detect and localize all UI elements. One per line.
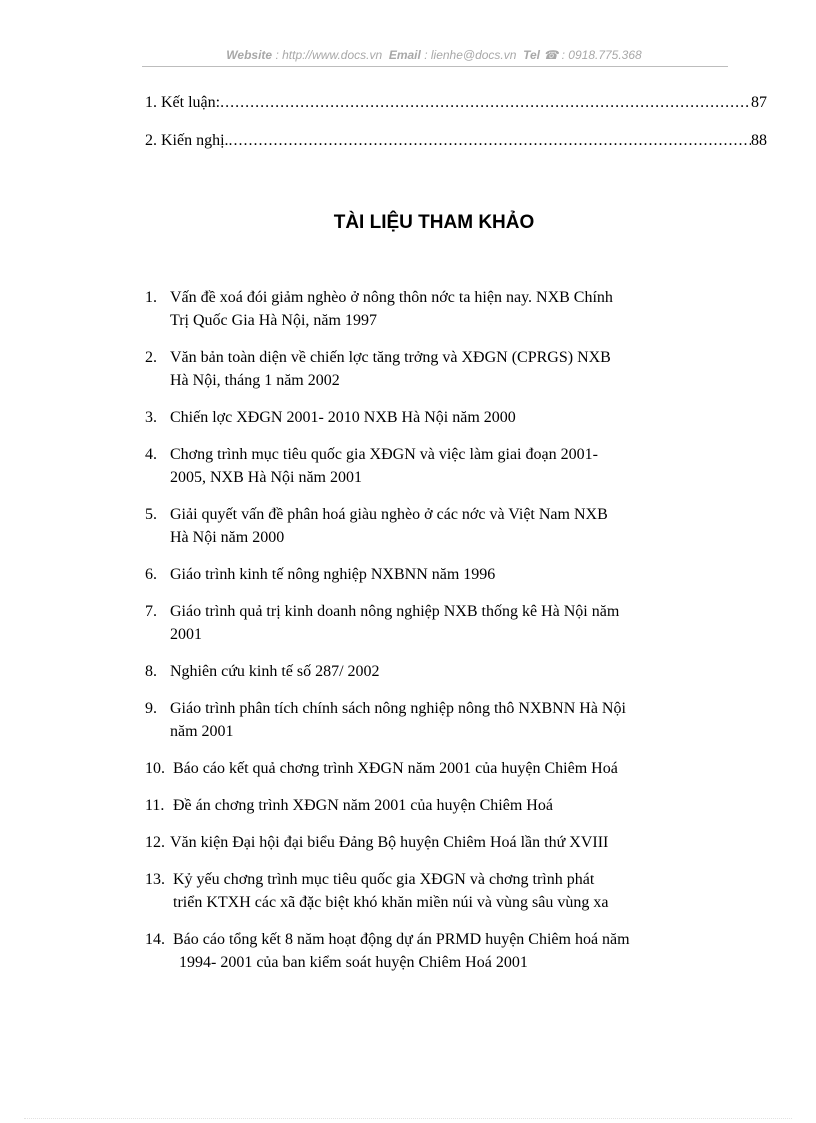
reference-number: 13. (145, 871, 165, 888)
reference-text-cont: năm 2001 (170, 723, 234, 740)
reference-number: 10. (145, 760, 165, 777)
reference-item (145, 346, 727, 392)
reference-item (145, 868, 727, 914)
reference-item (145, 503, 727, 549)
toc-page-number: 88 (751, 132, 767, 149)
toc-entry (145, 132, 767, 170)
footer-divider (24, 1118, 792, 1119)
reference-text: Chơng trình mục tiêu quốc gia XĐGN và việc làm giai đoạn 2001- (170, 446, 598, 463)
reference-number: 9. (145, 700, 157, 717)
reference-text: Nghiên cứu kinh tế số 287/ 2002 (170, 663, 380, 680)
reference-number: 3. (145, 409, 157, 426)
reference-text: Vấn đề xoá đói giảm nghèo ở nông thôn nớc ta hiện nay. NXB Chính (170, 289, 613, 306)
reference-item (145, 757, 727, 780)
reference-number: 12. (145, 834, 165, 851)
website-value: : http://www.docs.vn (275, 48, 383, 62)
reference-number: 11. (145, 797, 165, 814)
reference-number: 1. (145, 289, 157, 306)
reference-text: Chiến lợc XĐGN 2001- 2010 NXB Hà Nội năm 2000 (170, 409, 516, 426)
reference-item (145, 443, 727, 489)
reference-text-cont: 2005, NXB Hà Nội năm 2001 (170, 469, 362, 486)
section-title: TÀI LIỆU THAM KHẢO (333, 212, 535, 233)
page-header (140, 48, 728, 62)
reference-item (145, 928, 727, 974)
toc-page-number: 87 (751, 94, 767, 111)
reference-number: 7. (145, 603, 157, 620)
reference-text-cont: Hà Nội năm 2000 (170, 529, 285, 546)
reference-item (145, 794, 727, 817)
header-divider (142, 66, 728, 67)
reference-number: 2. (145, 349, 157, 366)
tel-value: ☎ : 0918.775.368 (543, 48, 642, 62)
reference-text-cont: Trị Quốc Gia Hà Nội, năm 1997 (170, 312, 377, 329)
reference-item (145, 563, 727, 586)
reference-number: 14. (145, 931, 165, 948)
toc-leader (229, 132, 751, 150)
toc-leader (220, 94, 751, 112)
reference-list (145, 286, 727, 988)
reference-item (145, 600, 727, 646)
email-label: Email (388, 48, 421, 62)
reference-text: Báo cáo kết quả chơng trình XĐGN năm 2001 của huyện Chiêm Hoá (173, 760, 618, 777)
reference-text: Giáo trình phân tích chính sách nông nghiệp nông thô NXBNN Hà Nội (170, 700, 626, 717)
reference-number: 5. (145, 506, 157, 523)
reference-number: 6. (145, 566, 157, 583)
reference-item (145, 660, 727, 683)
toc-label: 2. Kiến nghị. (145, 132, 229, 149)
tel-label: Tel (523, 48, 540, 62)
reference-text: Đề án chơng trình XĐGN năm 2001 của huyện Chiêm Hoá (173, 797, 553, 814)
reference-text: Kỷ yếu chơng trình mục tiêu quốc gia XĐGN và chơng trình phát (173, 871, 595, 888)
reference-text-cont: 2001 (170, 626, 202, 643)
reference-text: Giải quyết vấn đề phân hoá giàu nghèo ở các nớc và Việt Nam NXB (170, 506, 608, 523)
reference-text: Văn bản toàn diện về chiến lợc tăng trởng và XĐGN (CPRGS) NXB (170, 349, 611, 366)
reference-item (145, 697, 727, 743)
reference-text: Văn kiện Đại hội đại biểu Đảng Bộ huyện Chiêm Hoá lần thứ XVIII (170, 834, 609, 851)
reference-item (145, 406, 727, 429)
reference-item (145, 286, 727, 332)
email-value: : lienhe@docs.vn (424, 48, 517, 62)
reference-text-cont: triển KTXH các xã đặc biệt khó khăn miền núi và vùng sâu vùng xa (173, 894, 609, 911)
reference-number: 4. (145, 446, 157, 463)
toc-label: 1. Kết luận: (145, 94, 221, 111)
website-label: Website (226, 48, 273, 62)
reference-text-cont: 1994- 2001 của ban kiểm soát huyện Chiêm Hoá 2001 (179, 954, 528, 971)
toc-entry (145, 94, 767, 132)
reference-text: Giáo trình kinh tế nông nghiệp NXBNN năm 1996 (170, 566, 496, 583)
reference-text: Giáo trình quả trị kinh doanh nông nghiệp NXB thống kê Hà Nội năm (170, 603, 620, 620)
reference-text: Báo cáo tổng kết 8 năm hoạt động dự án PRMD huyện Chiêm hoá năm (173, 931, 630, 948)
reference-item (145, 831, 727, 854)
reference-number: 8. (145, 663, 157, 680)
reference-text-cont: Hà Nội, tháng 1 năm 2002 (170, 372, 340, 389)
